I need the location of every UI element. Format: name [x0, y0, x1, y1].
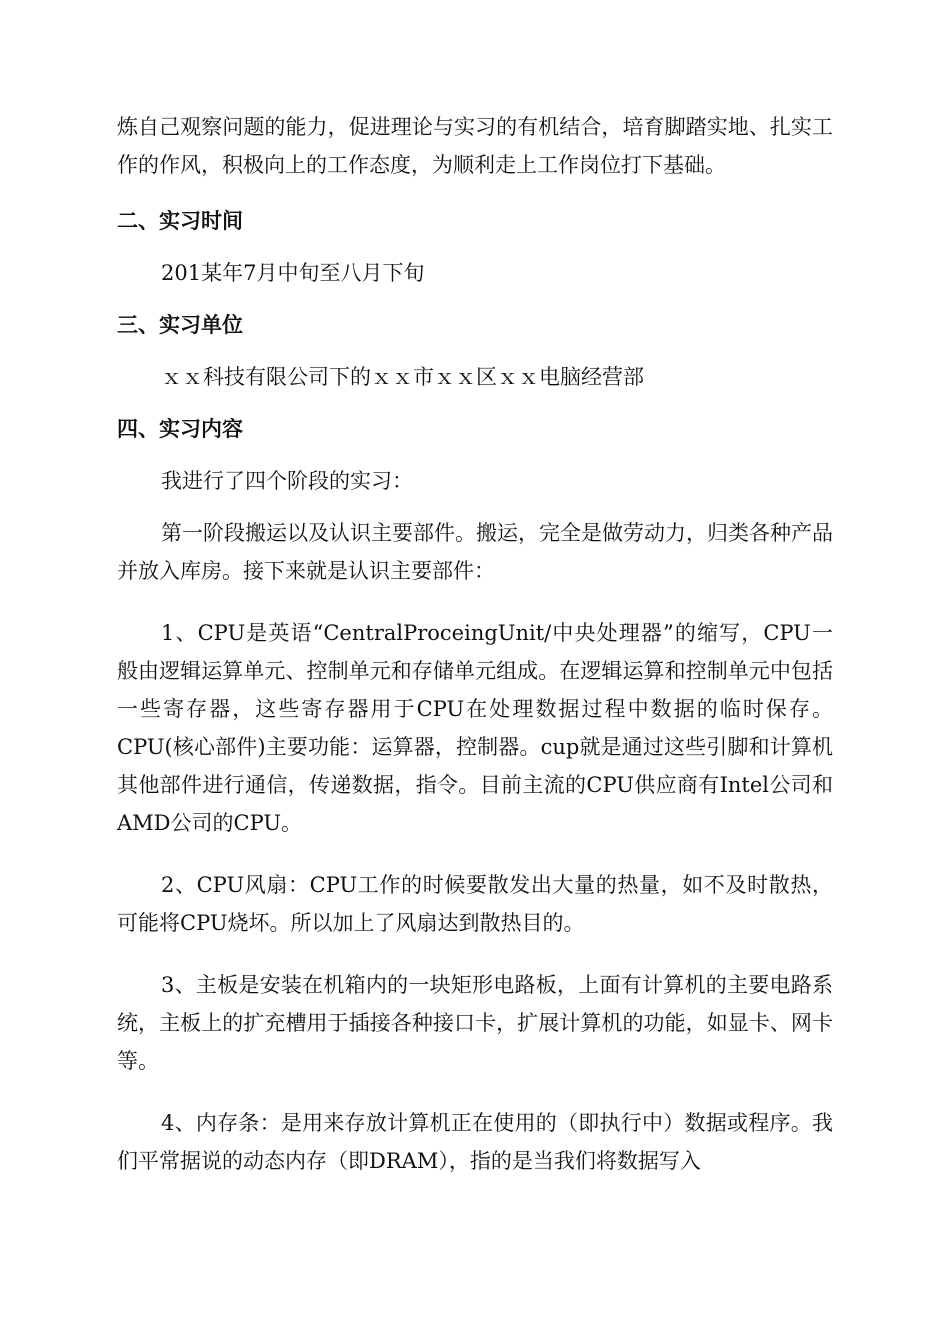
paragraph-motherboard: 3、主板是安装在机箱内的一块矩形电路板，上面有计算机的主要电路系统，主板上的扩充槽用于插接各种接口卡，扩展计算机的功能，如显卡、网卡等。 [117, 973, 833, 1073]
paragraph-cpu: 1、CPU是英语“CentralProceingUnit/中央处理器”的缩写，CPU一般由逻辑运算单元、控制单元和存储单元组成。在逻辑运算和控制单元中包括一些寄存器，这些寄存器用于CPU在处理数据过程中数据的临时保存。CPU(核心部件)主要功能：运算器，控制器。cup就是通过这些引脚和计算机其他部件进行通信，传递数据，指令。目前主流的CPU供应商有Intel公司和AMD公司的CPU。 [117, 621, 833, 835]
paragraph-cpu-fan: 2、CPU风扇：CPU工作的时候要散发出大量的热量，如不及时散热，可能将CPU烧坏。所以加上了风扇达到散热目的。 [117, 873, 833, 935]
heading-internship-time: 二、实习时间 [117, 209, 243, 233]
heading-internship-unit: 三、实习单位 [117, 313, 243, 337]
paragraph-intro: 炼自己观察问题的能力，促进理论与实习的有机结合，培育脚踏实地、扎实工作的作风，积极向上的工作态度，为顺利走上工作岗位打下基础。 [117, 115, 833, 177]
paragraph-internship-unit: ｘｘ科技有限公司下的ｘｘ市ｘｘ区ｘｘ电脑经营部 [161, 365, 644, 389]
paragraph-stages-intro: 我进行了四个阶段的实习： [161, 469, 413, 493]
heading-internship-content: 四、实习内容 [117, 417, 243, 441]
paragraph-internship-time: 201某年7月中旬至八月下旬 [161, 261, 425, 285]
paragraph-stage-one: 第一阶段搬运以及认识主要部件。搬运，完全是做劳动力，归类各种产品并放入库房。接下来就是认识主要部件： [117, 521, 833, 583]
paragraph-memory: 4、内存条：是用来存放计算机正在使用的（即执行中）数据或程序。我们平常据说的动态内存（即DRAM），指的是当我们将数据写入 [117, 1111, 833, 1173]
